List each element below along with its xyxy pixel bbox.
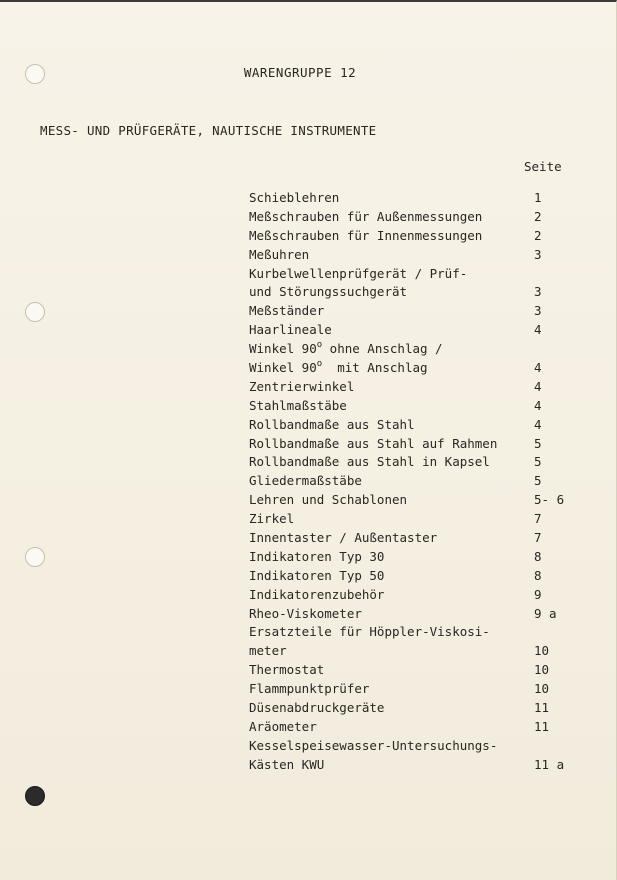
toc-entry-label <box>249 359 428 378</box>
toc-entry-label: Meßständer <box>249 303 325 319</box>
toc-entry <box>249 529 589 548</box>
toc-entry-page-number: 5 <box>534 473 542 489</box>
group-title: WARENGRUPPE 12 <box>243 65 357 80</box>
toc-entry <box>249 548 589 567</box>
toc-entry-label: Meßschrauben für Außenmessungen <box>249 208 483 224</box>
toc-entry-page-number: 1 <box>534 190 542 205</box>
toc-entry-page-number: 4 <box>534 322 542 338</box>
section-title: MESS- UND PRÜFGERÄTE, NAUTISCHE INSTRUMENTE <box>40 123 377 138</box>
toc-entry <box>249 510 589 529</box>
toc-entry-page-number: 3 <box>534 303 542 319</box>
toc-entry <box>249 605 589 624</box>
toc-entry-label: Kurbelwellenprüfgerät / Prüf- <box>249 265 468 281</box>
toc-entry-label: Kästen KWU <box>249 756 325 772</box>
toc-entry-label: Zentrierwinkel <box>249 378 355 394</box>
toc-entry-label-text: Winkel 90 <box>249 341 317 357</box>
toc-entry-page-number: 7 <box>534 511 542 527</box>
toc-entry-page-number: 3 <box>534 246 542 262</box>
toc-entry <box>249 491 589 510</box>
toc-entry-label-text: mit Anschlag <box>322 360 428 376</box>
punch-hole <box>25 302 45 322</box>
toc-entry-page-number: 4 <box>534 397 542 413</box>
toc-entry <box>249 321 589 340</box>
toc-entry-label: Rollbandmaße aus Stahl in Kapsel <box>249 454 490 470</box>
toc-entry-page-number: 5 <box>534 435 542 451</box>
punch-hole <box>25 786 45 806</box>
toc-entry <box>249 642 589 661</box>
toc-entry <box>249 756 589 775</box>
toc-entry-page-number: 4 <box>534 416 542 432</box>
toc-entry-label: Aräometer <box>249 718 317 734</box>
toc-entry <box>249 680 589 699</box>
toc-entry-label: Thermostat <box>249 662 325 678</box>
toc-entry <box>249 246 589 265</box>
toc-entry-label: Haarlineale <box>249 322 332 338</box>
toc-entry-page-number: 11 <box>534 700 550 716</box>
punch-hole <box>25 547 45 567</box>
toc-entry <box>249 453 589 472</box>
toc-entry-label: Zirkel <box>249 511 295 527</box>
toc-entry-label: Ersatzteile für Höppler-Viskosi- <box>249 624 490 640</box>
toc-entry-page-number: 2 <box>534 208 542 224</box>
toc-entry <box>249 416 589 435</box>
toc-entry <box>249 189 589 208</box>
toc-entry <box>249 397 589 416</box>
toc-entry <box>249 378 589 397</box>
toc-entry-page-number: 8 <box>534 567 542 583</box>
toc-entry-label: meter <box>249 643 287 659</box>
page-column-header: Seite <box>524 159 562 174</box>
toc-entry-page-number: 9 a <box>534 605 557 621</box>
toc-entry <box>249 623 589 642</box>
toc-entry-label: Stahlmaßstäbe <box>249 397 347 413</box>
toc-entry-page-number: 3 <box>534 284 542 300</box>
toc-entry-label: Rollbandmaße aus Stahl <box>249 416 415 432</box>
toc-entry <box>249 567 589 586</box>
toc-entry-page-number: 10 <box>534 681 550 697</box>
toc-entry <box>249 661 589 680</box>
toc-entry-label: Lehren und Schablonen <box>249 492 408 508</box>
toc-entry-page-number: 5 <box>534 454 542 470</box>
toc-entry-page-number: 2 <box>534 227 542 243</box>
toc-entry-label: Flammpunktprüfer <box>249 681 370 697</box>
toc-entry-label: Rheo-Viskometer <box>249 605 362 621</box>
toc-entry <box>249 265 589 284</box>
toc-entry-page-number: 4 <box>534 360 542 376</box>
degree-superscript: o <box>316 340 323 351</box>
toc-entry-label: Meßuhren <box>249 246 310 262</box>
toc-entry <box>249 472 589 491</box>
toc-entry <box>249 718 589 737</box>
toc-entry-label: Indikatorenzubehör <box>249 586 385 602</box>
toc-entry-page-number: 9 <box>534 586 542 602</box>
toc-entry <box>249 283 589 302</box>
toc-entry-page-number: 11 <box>534 718 550 734</box>
toc-entry-label: Indikatoren Typ 30 <box>249 548 385 564</box>
degree-superscript: o <box>316 359 323 370</box>
toc-entry-page-number: 7 <box>534 530 542 546</box>
toc-entry-label: Gliedermaßstäbe <box>249 473 362 489</box>
toc-entry-label: Kesselspeisewasser-Untersuchungs- <box>249 737 498 753</box>
toc-entry-page-number: 4 <box>534 378 542 394</box>
toc-entry <box>249 302 589 321</box>
toc-entry <box>249 208 589 227</box>
toc-entry-page-number: 10 <box>534 643 550 659</box>
toc-entry-label: und Störungssuchgerät <box>249 284 408 300</box>
toc-entry-label: Rollbandmaße aus Stahl auf Rahmen <box>249 435 498 451</box>
toc-entry <box>249 699 589 718</box>
toc-entry <box>249 340 589 359</box>
toc-entry <box>249 359 589 378</box>
toc-entry-label: Innentaster / Außentaster <box>249 530 438 546</box>
toc-entry-page-number: 11 a <box>534 756 565 772</box>
toc-entry-page-number: 5- 6 <box>534 492 565 508</box>
toc-entry <box>249 737 589 756</box>
toc-entry-label <box>249 340 443 359</box>
toc-entry <box>249 435 589 454</box>
toc-entry-label-text: Winkel 90 <box>249 360 317 376</box>
toc-entry-label-text: ohne Anschlag / <box>322 341 443 357</box>
toc-entry-label: Meßschrauben für Innenmessungen <box>249 227 483 243</box>
toc-entry-label: Schieblehren <box>249 190 340 205</box>
toc-entry-label: Düsenabdruckgeräte <box>249 700 385 716</box>
toc-entry <box>249 227 589 246</box>
toc-entry-label: Indikatoren Typ 50 <box>249 567 385 583</box>
toc-entry-page-number: 8 <box>534 548 542 564</box>
toc-entry <box>249 586 589 605</box>
table-of-contents <box>249 189 589 775</box>
toc-entry-page-number: 10 <box>534 662 550 678</box>
